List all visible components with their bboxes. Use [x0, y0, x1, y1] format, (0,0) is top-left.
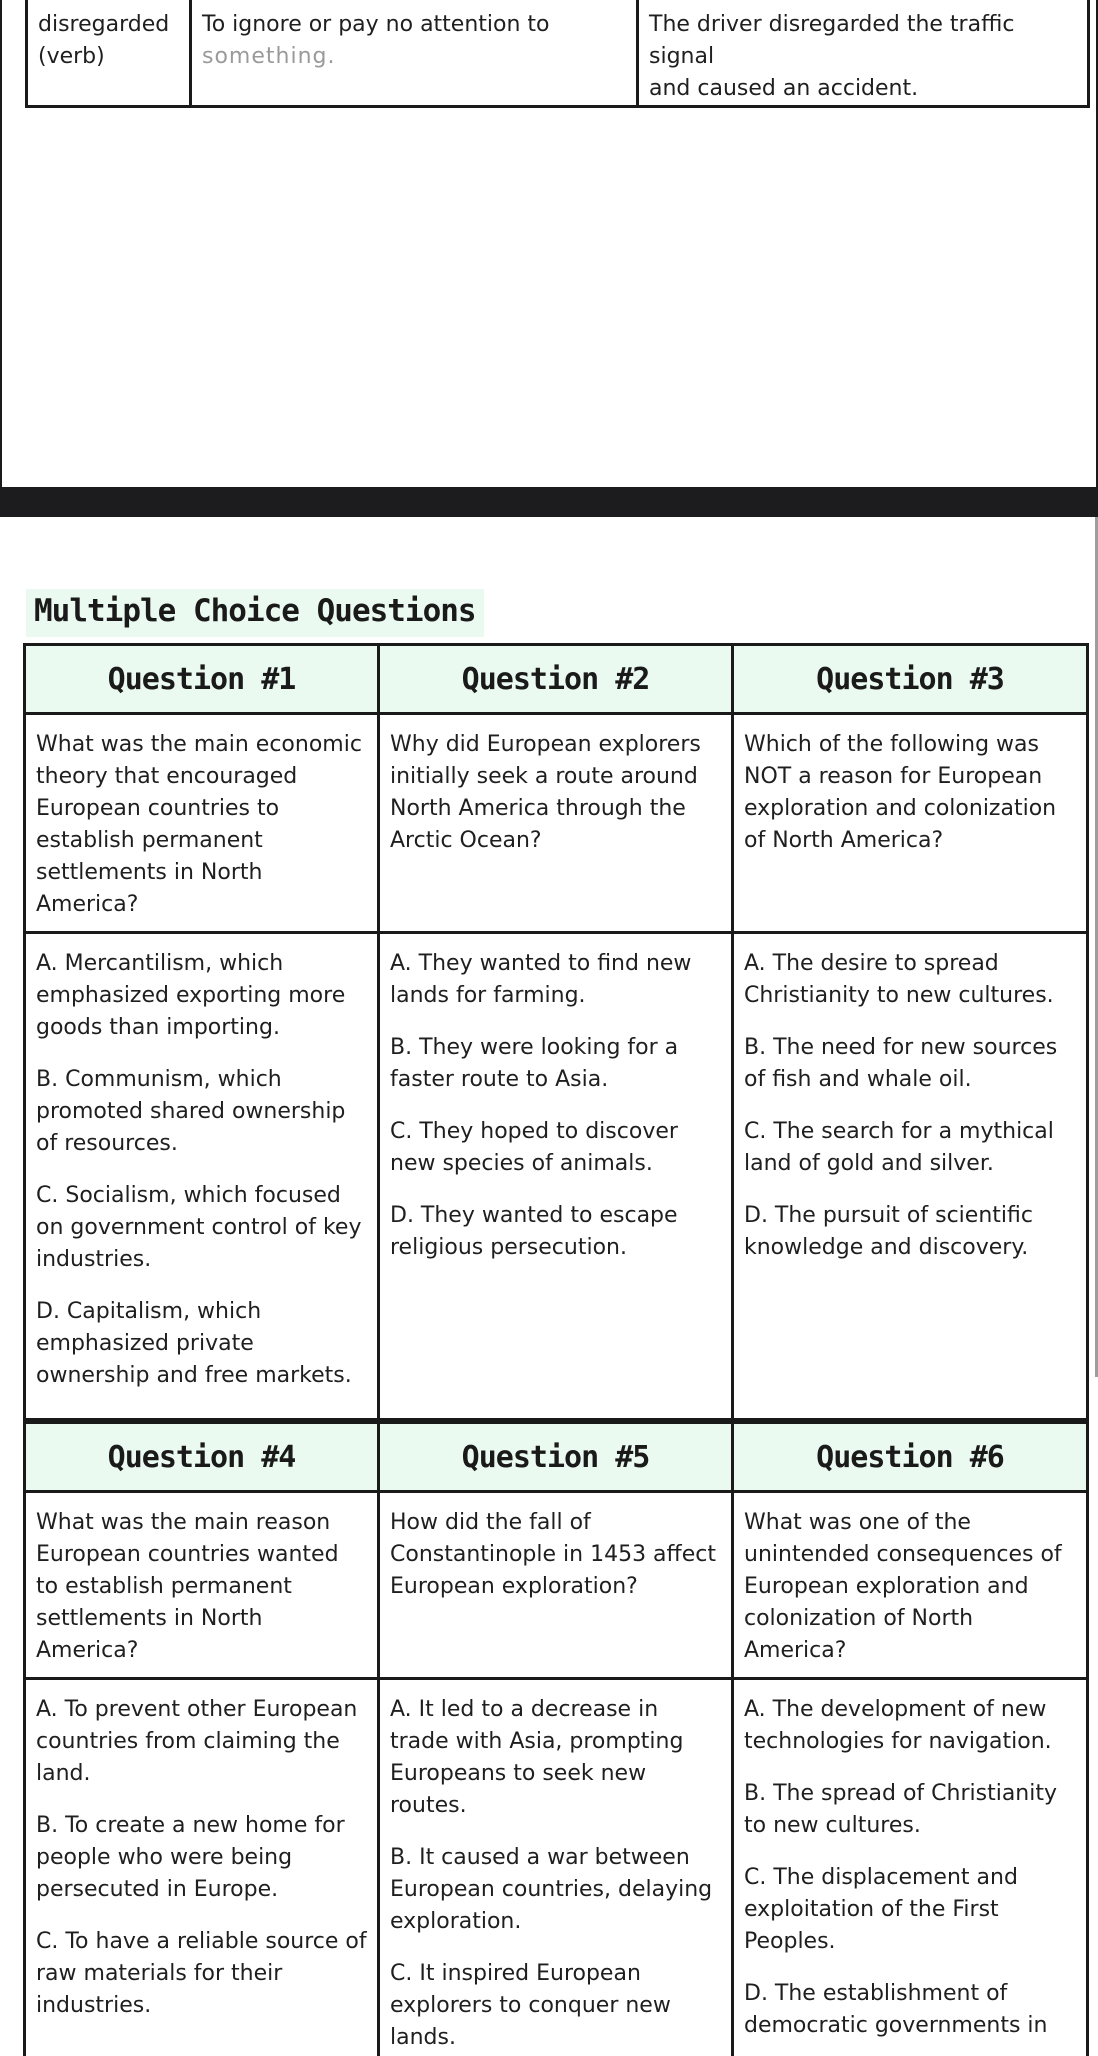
- question-3-option-a: A. The desire to spread Christianity to new cultures.: [744, 951, 1054, 1008]
- vocabulary-table: [25, 0, 1090, 108]
- question-1-option-c: C. Socialism, which focused on government control of key industries.: [36, 1183, 362, 1272]
- question-stem-row: [25, 1492, 1088, 1679]
- question-4-option-b: B. To create a new home for people who were being persecuted in Europe.: [36, 1813, 345, 1902]
- question-3-header: Question #3: [733, 645, 1088, 714]
- page-divider: [0, 487, 1098, 517]
- question-5-options: [379, 1679, 733, 2056]
- question-5-header: Question #5: [379, 1423, 733, 1492]
- question-2-options: [379, 933, 733, 1420]
- questions-page: [0, 517, 1098, 2056]
- question-2-header: Question #2: [379, 645, 733, 714]
- question-options-row: [25, 933, 1088, 1420]
- question-1-header: Question #1: [25, 645, 379, 714]
- vocab-word: disregarded: [38, 12, 170, 37]
- question-2-stem: Why did European explorers initially seek a route around North America through the Arctic Ocean?: [379, 714, 733, 933]
- question-6-header: Question #6: [733, 1423, 1088, 1492]
- question-header-row: [25, 645, 1088, 714]
- vocabulary-row: [27, 0, 1089, 107]
- question-3-option-d: D. The pursuit of scientific knowledge and discovery.: [744, 1203, 1033, 1260]
- question-2-option-b: B. They were looking for a faster route to Asia.: [390, 1035, 679, 1092]
- question-2-option-c: C. They hoped to discover new species of animals.: [390, 1119, 678, 1176]
- question-2-option-a: A. They wanted to find new lands for farming.: [390, 951, 692, 1008]
- question-1-options: [25, 933, 379, 1420]
- question-5-stem: How did the fall of Constantinople in 1453 affect European exploration?: [379, 1492, 733, 1679]
- question-3-option-c: C. The search for a mythical land of gold and silver.: [744, 1119, 1054, 1176]
- question-6-option-d: D. The establishment of democratic governments in: [744, 1981, 1048, 2038]
- question-5-option-c: C. It inspired European explorers to conquer new lands.: [390, 1961, 671, 2050]
- vocab-example-cell: [638, 0, 1089, 107]
- vocab-example: The driver disregarded the traffic signal: [649, 12, 1015, 69]
- question-2-option-d: D. They wanted to escape religious persecution.: [390, 1203, 678, 1260]
- section-title: Multiple Choice Questions: [26, 589, 484, 637]
- question-4-options: [25, 1679, 379, 2056]
- question-6-stem: What was one of the unintended consequences of European exploration and colonization of North America?: [733, 1492, 1088, 1679]
- question-1-stem: What was the main economic theory that encouraged European countries to establish permanent settlements in North America?: [25, 714, 379, 933]
- question-5-option-b: B. It caused a war between European countries, delaying exploration.: [390, 1845, 713, 1934]
- question-3-stem: Which of the following was NOT a reason for European exploration and colonization of North America?: [733, 714, 1088, 933]
- question-3-options: [733, 933, 1088, 1420]
- question-4-option-c: C. To have a reliable source of raw materials for their industries.: [36, 1929, 367, 2018]
- vocab-definition: To ignore or pay no attention to: [202, 12, 550, 37]
- vocab-word-cell: [27, 0, 191, 107]
- question-options-row: [25, 1679, 1088, 2056]
- vocab-definition-cell: [191, 0, 638, 107]
- question-4-header: Question #4: [25, 1423, 379, 1492]
- question-3-option-b: B. The need for new sources of fish and whale oil.: [744, 1035, 1058, 1092]
- question-stem-row: [25, 714, 1088, 933]
- vocabulary-page: [0, 0, 1098, 487]
- vocab-example-end: and caused an accident.: [649, 76, 919, 101]
- question-4-option-a: A. To prevent other European countries from claiming the land.: [36, 1697, 358, 1786]
- vocab-part-of-speech: (verb): [38, 44, 105, 69]
- question-4-stem: What was the main reason European countries wanted to establish permanent settlements in North America?: [25, 1492, 379, 1679]
- question-1-option-b: B. Communism, which promoted shared ownership of resources.: [36, 1067, 346, 1156]
- question-6-option-a: A. The development of new technologies for navigation.: [744, 1697, 1052, 1754]
- questions-table-1: [23, 643, 1089, 1421]
- question-6-option-c: C. The displacement and exploitation of the First Peoples.: [744, 1865, 1018, 1954]
- questions-table-2: [23, 1421, 1089, 2056]
- question-header-row: [25, 1423, 1088, 1492]
- vocab-definition-end: something.: [202, 44, 336, 69]
- question-6-options: [733, 1679, 1088, 2056]
- question-1-option-a: A. Mercantilism, which emphasized exporting more goods than importing.: [36, 951, 346, 1040]
- question-5-option-a: A. It led to a decrease in trade with Asia, prompting Europeans to seek new routes.: [390, 1697, 684, 1818]
- question-6-option-b: B. The spread of Christianity to new cultures.: [744, 1781, 1057, 1838]
- question-1-option-d: D. Capitalism, which emphasized private ownership and free markets.: [36, 1299, 352, 1388]
